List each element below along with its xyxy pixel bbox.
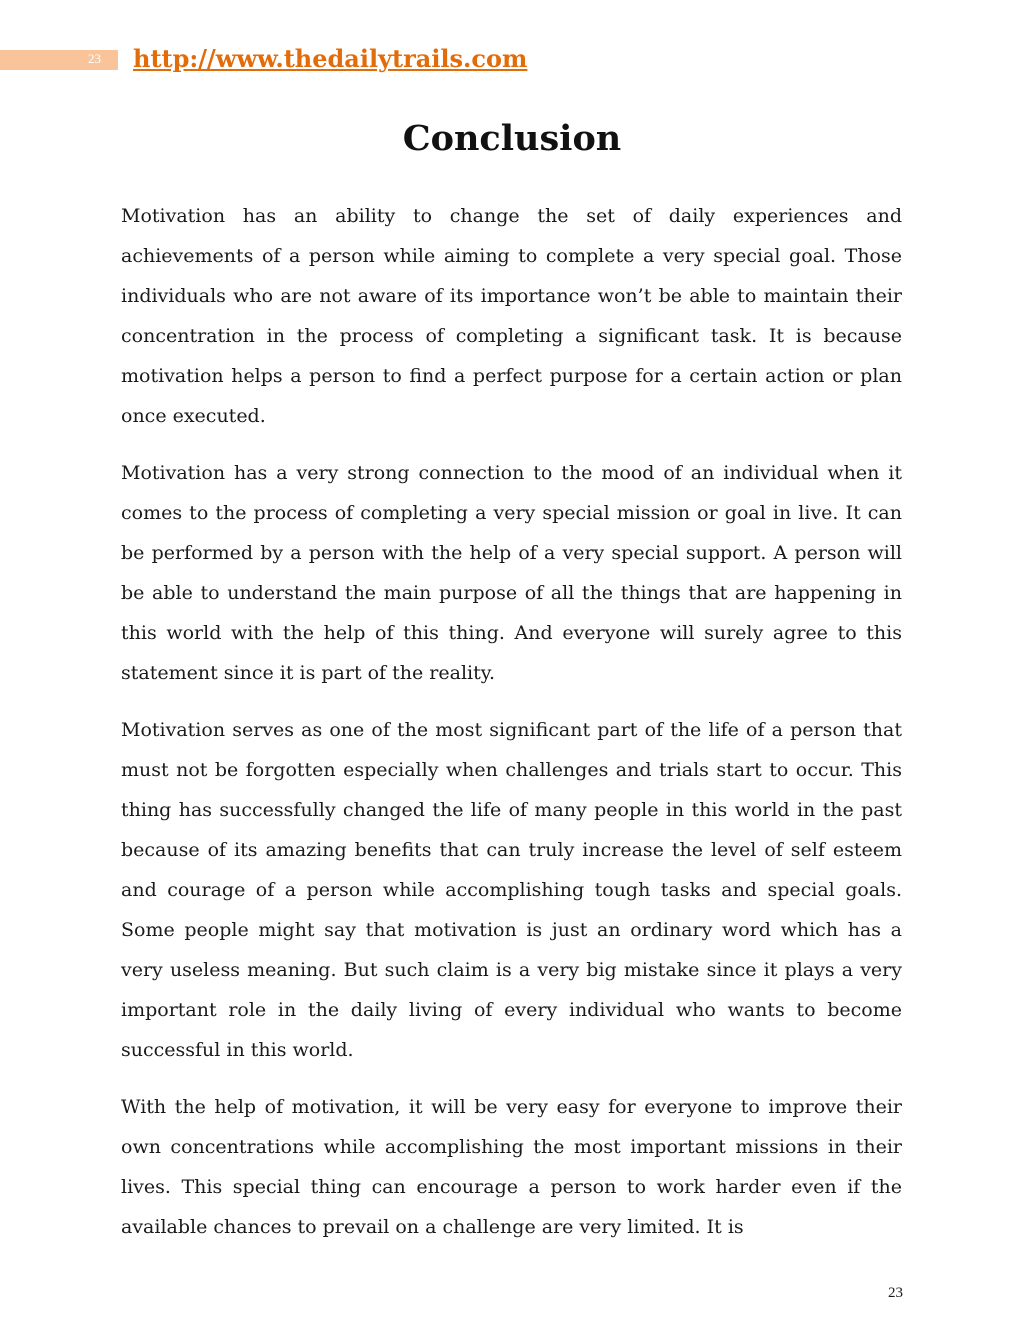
site-url-link[interactable]: http://www.thedailytrails.com: [133, 44, 528, 73]
footer-page-number: 23: [888, 1285, 903, 1301]
paragraph-4: With the help of motivation, it will be very easy for everyone to improve their own concentrations while accomplishing the most important missions in their lives. This special thing can encourage a person to work harder even if the available chances to prevail on a challenge are very limited. It is: [121, 1096, 902, 1238]
body-text: [121, 196, 902, 1264]
paragraph-3: Motivation serves as one of the most significant part of the life of a person that must not be forgotten especially when challenges and trials start to occur. This thing has successfully changed the life of many people in this world in the past because of its amazing benefits that can truly increase the level of self esteem and courage of a person while accomplishing tough tasks and special goals. Some people might say that motivation is just an ordinary word which has a very useless meaning. But such claim is a very big mistake since it plays a very important role in the daily living of every individual who wants to become successful in this world.: [121, 719, 902, 1061]
page-title: Conclusion: [402, 118, 622, 159]
paragraph-2: Motivation has a very strong connection to the mood of an individual when it comes to the process of completing a very special mission or goal in live. It can be performed by a person with the help of a very special support. A person will be able to understand the main purpose of all the things that are happening in this world with the help of this thing. And everyone will surely agree to this statement since it is part of the reality.: [121, 462, 902, 684]
paragraph-1: Motivation has an ability to change the set of daily experiences and achievements of a person while aiming to complete a very special goal. Those individuals who are not aware of its importance won’t be able to maintain their concentration in the process of completing a significant task. It is because motivation helps a person to find a perfect purpose for a certain action or plan once executed.: [121, 205, 902, 427]
header-page-number: 23: [88, 51, 101, 66]
